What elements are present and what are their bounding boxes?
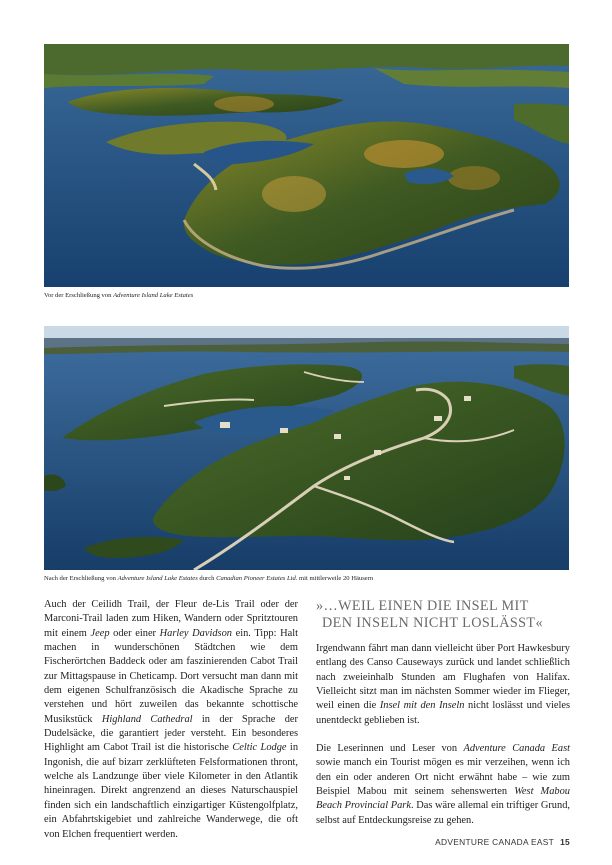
body-paragraph: Die Leserinnen und Leser von Adventure Canada East sowie manch ein Tourist mögen es mir verzeihen, wenn ich den ein oder anderen Ort nicht erwähnt habe – wie zum Beispiel Mabou mit seinem sehenswerten West Mabou Beach Provincial Park. Das wäre allemal ein triftiger Grund, selbst auf Entdeckungsreise zu gehen.: [316, 743, 571, 826]
page-footer: [435, 837, 570, 847]
article-column-left: [44, 598, 298, 842]
article-column-right: [316, 598, 570, 828]
photo-caption-before: Vor der Erschließung von Adventure Island Lake Estates: [44, 292, 194, 299]
pull-quote: »…WEIL EINEN DIE INSEL MIT DEN INSELN NICHT LOSLÄSST«: [316, 598, 543, 631]
aerial-photo-after: [44, 326, 569, 570]
page-number: 15: [560, 837, 570, 847]
aerial-photo-before: [44, 44, 569, 287]
magazine-name: ADVENTURE CANADA EAST: [435, 837, 555, 847]
body-paragraph: Auch der Ceilidh Trail, der Fleur de-Lis Trail oder der Marconi-Trail laden zum Hiken, Wandern oder Spritztouren mit einem Jeep oder einer Harley Davidson ein. Tipp: Halt machen in wunderschönen Städtchen wie dem Fischerörtchen Baddeck oder am faszinierenden Cabot Trail zur Mittagspause in Cheticamp. Dort versucht man dann mit dem eigenen Schulfranzösisch die Akadische Sprache zu verstehen und hört zuweilen das bekannte schottische Musikstück Highland Cathedral in der Sprache der Dudelsäcke, die garantiert jeder versteht. Ein besonderes Highlight am Cabot Trail ist die historische Celtic Lodge in Ingonish, die auf bizarr zerklüfteten Felsformationen thront, welche als Landzunge über viele Kilometer in den Atlantik hineinragen. Direkt angrenzend an dieses Naturschauspiel finden sich ein landschaftlich einzigartiger Küstengolfplatz, ein Abfahrtskigebiet und zahlreiche Wanderwege, die oft von Elchen frequentiert werden.: [44, 599, 299, 840]
photo-caption-after: Nach der Erschließung von Adventure Island Lake Estates durch Canadian Pioneer Estates Ltd. mit mittlerweile 20 Häusern: [44, 575, 374, 582]
body-paragraph: Irgendwann fährt man dann vielleicht über Port Hawkesbury entlang des Canso Causeways zurück und landet schließlich nach zweieinhalb Stunden am Flughafen von Halifax. Vielleicht sitzt man im nächsten Sommer wieder im Flieger, weil einen die Insel mit den Inseln nicht loslässt und vieles unentdeckt geblieben ist.: [316, 643, 570, 726]
